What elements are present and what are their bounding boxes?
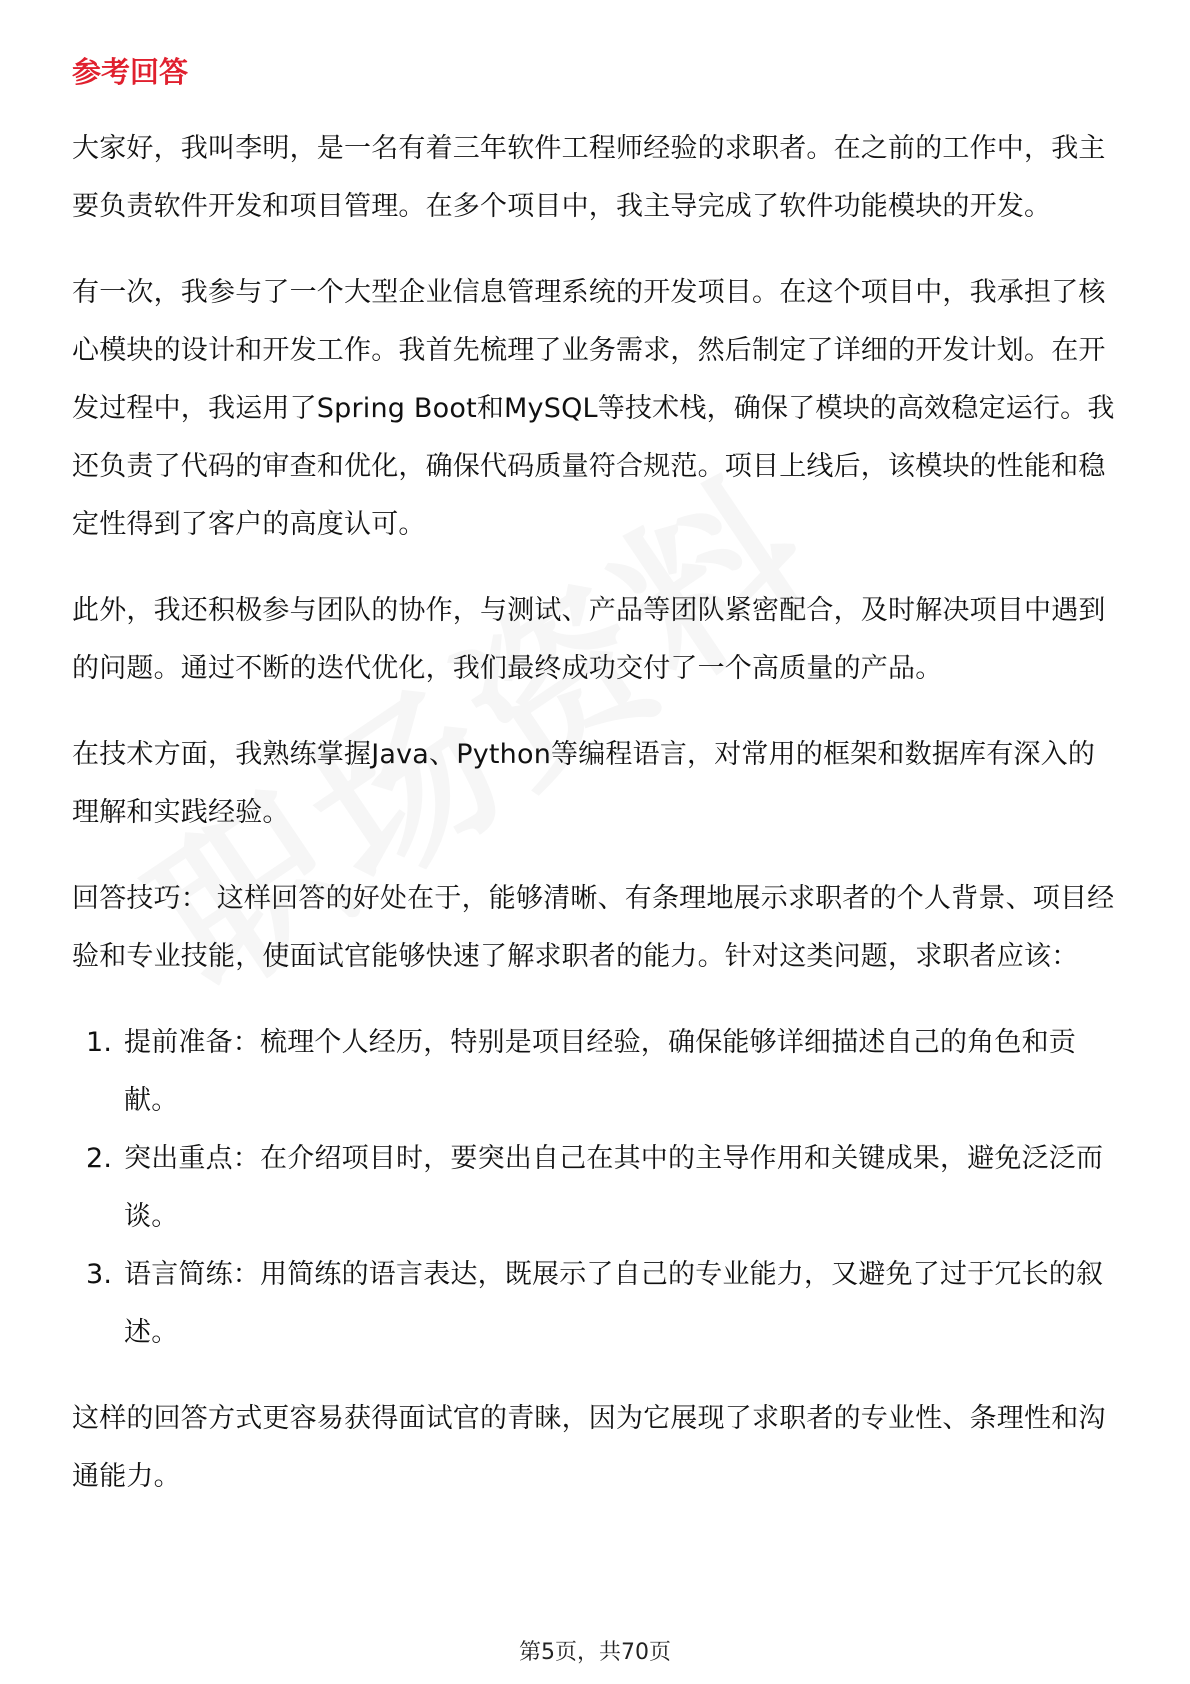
list-item-number: 1. <box>86 1027 113 1058</box>
list-item <box>72 1130 1122 1246</box>
list-item-text: 突出重点：在介绍项目时，要突出自己在其中的主导作用和关键成果，避免泛泛而谈。 <box>124 1143 1104 1232</box>
tips-list <box>72 1014 1122 1362</box>
list-item-text: 提前准备：梳理个人经历，特别是项目经验，确保能够详细描述自己的角色和贡献。 <box>124 1027 1076 1116</box>
page-number: 第5页，共70页 <box>519 1640 671 1665</box>
list-item <box>72 1014 1122 1130</box>
section-title: 参考回答 <box>72 55 189 89</box>
paragraph-intro: 大家好，我叫李明，是一名有着三年软件工程师经验的求职者。在之前的工作中，我主要负责软件开发和项目管理。在多个项目中，我主导完成了软件功能模块的开发。 <box>72 133 1106 222</box>
list-item-text: 语言简练：用简练的语言表达，既展示了自己的专业能力，又避免了过于冗长的叙述。 <box>124 1259 1104 1348</box>
list-item <box>72 1246 1122 1362</box>
paragraph-closing: 这样的回答方式更容易获得面试官的青睐，因为它展现了求职者的专业性、条理性和沟通能力。 <box>72 1403 1106 1492</box>
page-content <box>72 52 1122 1534</box>
list-item-number: 3. <box>86 1259 113 1290</box>
paragraph-teamwork: 此外，我还积极参与团队的协作，与测试、产品等团队紧密配合，及时解决项目中遇到的问题。通过不断的迭代优化，我们最终成功交付了一个高质量的产品。 <box>72 595 1106 684</box>
paragraph-answer-tips: 回答技巧： 这样回答的好处在于，能够清晰、有条理地展示求职者的个人背景、项目经验和专业技能，使面试官能够快速了解求职者的能力。针对这类问题，求职者应该： <box>72 883 1115 972</box>
paragraph-skills: 在技术方面，我熟练掌握Java、Python等编程语言，对常用的框架和数据库有深入的理解和实践经验。 <box>72 739 1096 828</box>
paragraph-project: 有一次，我参与了一个大型企业信息管理系统的开发项目。在这个项目中，我承担了核心模块的设计和开发工作。我首先梳理了业务需求，然后制定了详细的开发计划。在开发过程中，我运用了Spring Boot和MySQL等技术栈，确保了模块的高效稳定运行。我还负责了代码的审查和优化，确保代码质量符合规范。项目上线后，该模块的性能和稳定性得到了客户的高度认可。 <box>72 277 1115 540</box>
list-item-number: 2. <box>86 1143 113 1174</box>
